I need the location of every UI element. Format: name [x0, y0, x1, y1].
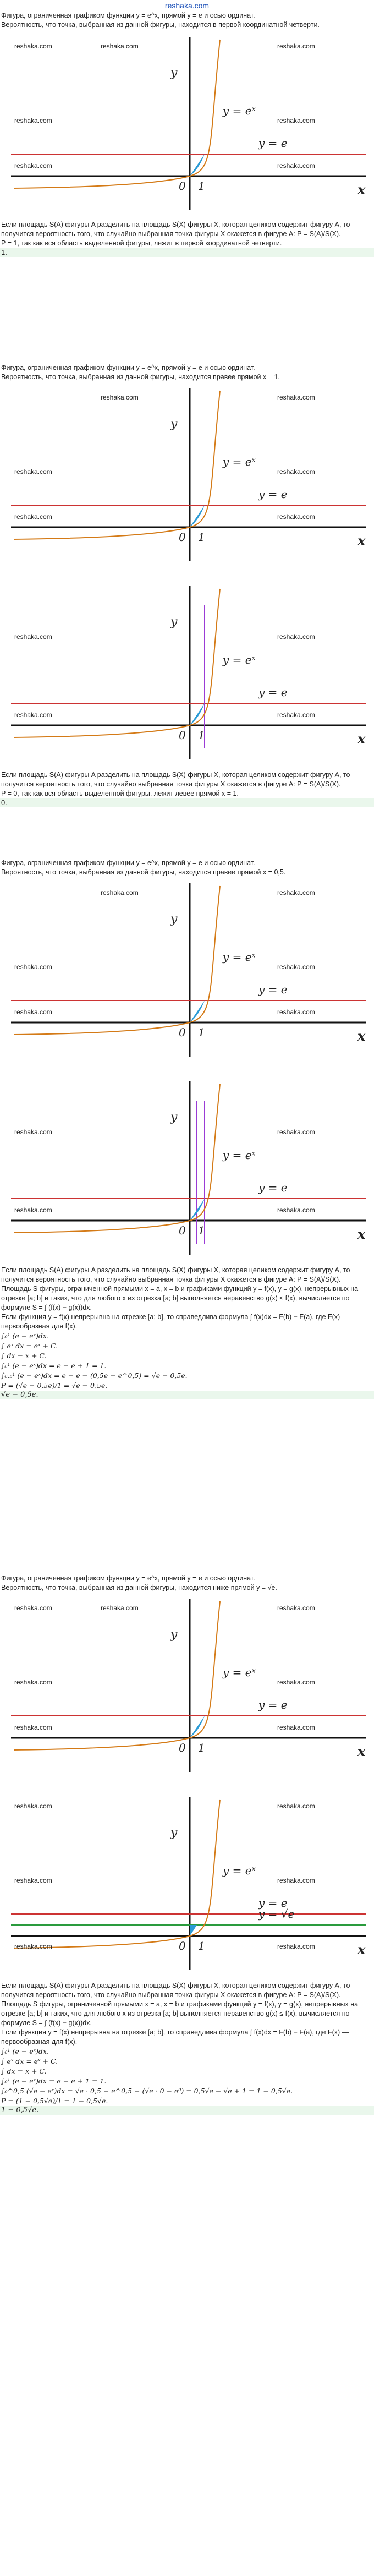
y-axis-label: y: [170, 912, 178, 926]
y-axis-label: y: [170, 615, 178, 629]
curve-label: y = eˣ: [223, 653, 256, 666]
watermark: reshaka.com: [277, 1008, 315, 1016]
watermark: reshaka.com: [14, 711, 52, 719]
watermark: reshaka.com: [277, 513, 315, 521]
curve-label: y = eˣ: [223, 455, 256, 468]
graph-3: [0, 880, 374, 1062]
watermark: reshaka.com: [14, 1128, 52, 1136]
watermark: reshaka.com: [277, 117, 315, 124]
curve-label: y = eˣ: [223, 1666, 256, 1679]
graph-4b: [0, 1794, 374, 1976]
formula: ∫ dx = x + C.: [1, 1352, 47, 1360]
formula: ∫₀^0,5 (√e − eˣ)dx = √e · 0,5 − e^0,5 − (√e · 0 − e⁰) = 0,5√e − √e + 1 = 1 − 0,5√e.: [1, 2087, 293, 2095]
origin-label: 0: [179, 1224, 186, 1237]
plot-4b: [0, 1794, 374, 1976]
formula: P = (√e − 0,5e)/1 = √e − 0,5e.: [1, 1381, 108, 1390]
theory: Площадь S фигуры, ограниченной прямыми x = a, x = b и графиками функций y = f(x), y = g(x), непрерывных на отрезке [a; b] и таких, что для любого x из отрезка [a; b] выполняется неравенство g(x) ≤ f(x), вычисляется по формуле S = ∫ (f(x) − g(x))dx.: [1, 1285, 359, 1311]
explanation: Если площадь S(A) фигуры A разделить на площадь S(X) фигуры X, которая целиком содержит фигуру A, то получится вероятность того, что случайно выбранная точка фигуры X окажется в фигуре A: P = S(A)/S(X).: [1, 1266, 350, 1283]
origin-label: 0: [179, 1026, 186, 1039]
origin-label: 0: [179, 530, 186, 544]
x-axis-label: x: [358, 1743, 366, 1759]
one-label: 1: [198, 1224, 205, 1237]
plot-2: [0, 385, 374, 567]
watermark: reshaka.com: [14, 633, 52, 641]
answer: √e − 0,5e.: [0, 1391, 374, 1399]
watermark: reshaka.com: [14, 1206, 52, 1214]
graph-4: [0, 1596, 374, 1778]
watermark: reshaka.com: [14, 42, 52, 50]
graph-2b: [0, 583, 374, 765]
one-label: 1: [198, 1939, 205, 1952]
theory: Площадь S фигуры, ограниченной прямыми x = a, x = b и графиками функций y = f(x), y = g(x), непрерывных на отрезке [a; b] и таких, что для любого x из отрезка [a; b] выполняется неравенство g(x) ≤ f(x), вычисляется по формуле S = ∫ (f(x) − g(x))dx.: [1, 2000, 359, 2027]
plot-3b: [0, 1079, 374, 1260]
task-question: Вероятность, что точка, выбранная из данной фигуры, находится правее прямой x = 1.: [1, 373, 280, 381]
graph-1: [0, 34, 374, 216]
origin-label: 0: [179, 1741, 186, 1754]
watermark: reshaka.com: [14, 468, 52, 475]
answer: 1.: [0, 248, 374, 257]
one-label: 1: [198, 729, 205, 742]
watermark: reshaka.com: [277, 1724, 315, 1731]
formula: ∫₀¹ (e − eˣ)dx = e − e + 1 = 1.: [1, 1361, 107, 1370]
task-2: [0, 363, 374, 382]
explanation: Если площадь S(A) фигуры A разделить на площадь S(X) фигуры X, которая целиком содержит фигуру A, то получится вероятность того, что случайно выбранная точка фигуры X окажется в фигуре A: P = S(A)/S(X).: [1, 1982, 350, 1999]
formula: ∫₀¹ (e − eˣ)dx = e − e + 1 = 1.: [1, 2077, 107, 2085]
site-link[interactable]: reshaka.com: [164, 1, 210, 10]
solution: P = 1, так как вся область выделенной фигуры, лежит в первой координатной четверти.: [1, 239, 282, 247]
line-e-label: y = e: [258, 1698, 288, 1711]
watermark: reshaka.com: [14, 1943, 52, 1950]
one-label: 1: [198, 1026, 205, 1039]
formula: ∫₀¹ (e − eˣ)dx.: [1, 1332, 49, 1340]
curve-label: y = eˣ: [223, 1148, 256, 1162]
formula: ∫ eˣ dx = eˣ + C.: [1, 1342, 58, 1350]
watermark: reshaka.com: [277, 393, 315, 401]
watermark: reshaka.com: [14, 1877, 52, 1884]
watermark: reshaka.com: [277, 1206, 315, 1214]
task-question: Вероятность, что точка, выбранная из данной фигуры, находится ниже прямой y = √e.: [1, 1584, 277, 1591]
task-statement: Фигура, ограниченная графиком функции y = e^x, прямой y = e и осью ординат.: [1, 1574, 255, 1582]
task-2-solution: [0, 770, 374, 807]
explanation: Если площадь S(A) фигуры A разделить на площадь S(X) фигуры X, которая целиком содержит фигуру A, то получится вероятность того, что случайно выбранная точка фигуры X окажется в фигуре A: P = S(A)/S(X).: [1, 771, 350, 788]
task-4: [0, 1574, 374, 1593]
plot-4: [0, 1596, 374, 1778]
watermark: reshaka.com: [277, 633, 315, 641]
watermark: reshaka.com: [277, 1877, 315, 1884]
y-axis-label: y: [170, 1111, 178, 1124]
watermark: reshaka.com: [101, 42, 139, 50]
line-e-label: y = e: [258, 488, 288, 501]
answer: 0.: [0, 798, 374, 807]
x-axis-label: x: [358, 533, 366, 549]
formula: ∫₀.₅¹ (e − eˣ)dx = e − e − (0,5e − e^0,5) = √e − 0,5e.: [1, 1371, 188, 1380]
watermark: reshaka.com: [277, 468, 315, 475]
curve-label: y = eˣ: [223, 104, 256, 117]
task-statement: Фигура, ограниченная графиком функции y = e^x, прямой y = e и осью ординат.: [1, 364, 255, 371]
task-question: Вероятность, что точка, выбранная из данной фигуры, находится правее прямой x = 0,5.: [1, 868, 286, 876]
formula: ∫₀¹ (e − eˣ)dx.: [1, 2047, 49, 2055]
plot-3: [0, 880, 374, 1062]
formula: ∫ eˣ dx = eˣ + C.: [1, 2057, 58, 2065]
watermark: reshaka.com: [14, 1008, 52, 1016]
watermark: reshaka.com: [277, 1678, 315, 1686]
formula: ∫ dx = x + C.: [1, 2067, 47, 2075]
x-axis-label: x: [358, 1028, 366, 1044]
task-1: [0, 11, 374, 30]
line-e-label: y = e: [258, 983, 288, 996]
watermark: reshaka.com: [277, 1943, 315, 1950]
watermark: reshaka.com: [277, 889, 315, 896]
y-axis-label: y: [170, 1826, 178, 1840]
line-e-label: y = e: [258, 136, 288, 150]
task-1-solution: [0, 220, 374, 257]
watermark: reshaka.com: [14, 162, 52, 169]
task-4-solution: [0, 1981, 374, 2115]
watermark: reshaka.com: [14, 1724, 52, 1731]
one-label: 1: [198, 530, 205, 544]
watermark: reshaka.com: [14, 1604, 52, 1612]
origin-label: 0: [179, 729, 186, 742]
line-sqrt-e-label: y = √e: [258, 1907, 295, 1921]
explanation: Если площадь S(A) фигуры A разделить на площадь S(X) фигуры X, которая целиком содержит фигуру A, то получится вероятность того, что случайно выбранная точка фигуры X окажется в фигуре A: P = S(A)/S(X).: [1, 221, 350, 238]
newton-leibniz: Если функция y = f(x) непрерывна на отрезке [a; b], то справедлива формула ∫ f(x)dx = F(b) − F(a), где F(x) — первообразная для f(x).: [1, 2028, 349, 2046]
plot-1: [0, 34, 374, 216]
watermark: reshaka.com: [101, 1604, 139, 1612]
origin-label: 0: [179, 1939, 186, 1952]
origin-label: 0: [179, 179, 186, 193]
graph-3b: [0, 1079, 374, 1260]
curve-label: y = eˣ: [223, 950, 256, 964]
watermark: reshaka.com: [101, 393, 139, 401]
watermark: reshaka.com: [14, 963, 52, 971]
one-label: 1: [198, 179, 205, 193]
y-axis-label: y: [170, 417, 178, 431]
y-axis-label: y: [170, 66, 178, 80]
curve-label: y = eˣ: [223, 1864, 256, 1877]
line-e-label: y = e: [258, 1181, 288, 1194]
watermark: reshaka.com: [101, 889, 139, 896]
y-axis-label: y: [170, 1628, 178, 1642]
graph-2: [0, 385, 374, 567]
x-axis-label: x: [358, 731, 366, 747]
watermark: reshaka.com: [277, 1128, 315, 1136]
x-axis-label: x: [358, 1941, 366, 1957]
line-e-label: y = e: [258, 686, 288, 699]
task-statement: Фигура, ограниченная графиком функции y = e^x, прямой y = e и осью ординат.: [1, 12, 255, 19]
task-question: Вероятность, что точка, выбранная из данной фигуры, находится в первой координатной четверти.: [1, 21, 320, 29]
newton-leibniz: Если функция y = f(x) непрерывна на отрезке [a; b], то справедлива формула ∫ f(x)dx = F(b) − F(a), где F(x) — первообразная для f(x).: [1, 1313, 349, 1330]
watermark: reshaka.com: [14, 117, 52, 124]
solution: P = 0, так как вся область выделенной фигуры, лежит левее прямой x = 1.: [1, 790, 239, 797]
watermark: reshaka.com: [277, 1802, 315, 1810]
watermark: reshaka.com: [277, 1604, 315, 1612]
one-label: 1: [198, 1741, 205, 1754]
plot-2b: [0, 583, 374, 765]
watermark: reshaka.com: [277, 42, 315, 50]
watermark: reshaka.com: [14, 1678, 52, 1686]
watermark: reshaka.com: [14, 1802, 52, 1810]
task-statement: Фигура, ограниченная графиком функции y = e^x, прямой y = e и осью ординат.: [1, 859, 255, 867]
watermark: reshaka.com: [14, 513, 52, 521]
answer: 1 − 0,5√e.: [0, 2106, 374, 2115]
watermark: reshaka.com: [277, 162, 315, 169]
task-3-solution: [0, 1266, 374, 1399]
x-axis-label: x: [358, 182, 366, 198]
watermark: reshaka.com: [277, 963, 315, 971]
task-3: [0, 858, 374, 877]
x-axis-label: x: [358, 1226, 366, 1242]
formula: P = (1 − 0,5√e)/1 = 1 − 0,5√e.: [1, 2097, 108, 2105]
watermark: reshaka.com: [277, 711, 315, 719]
line-e-label: y = e: [258, 1896, 288, 1910]
